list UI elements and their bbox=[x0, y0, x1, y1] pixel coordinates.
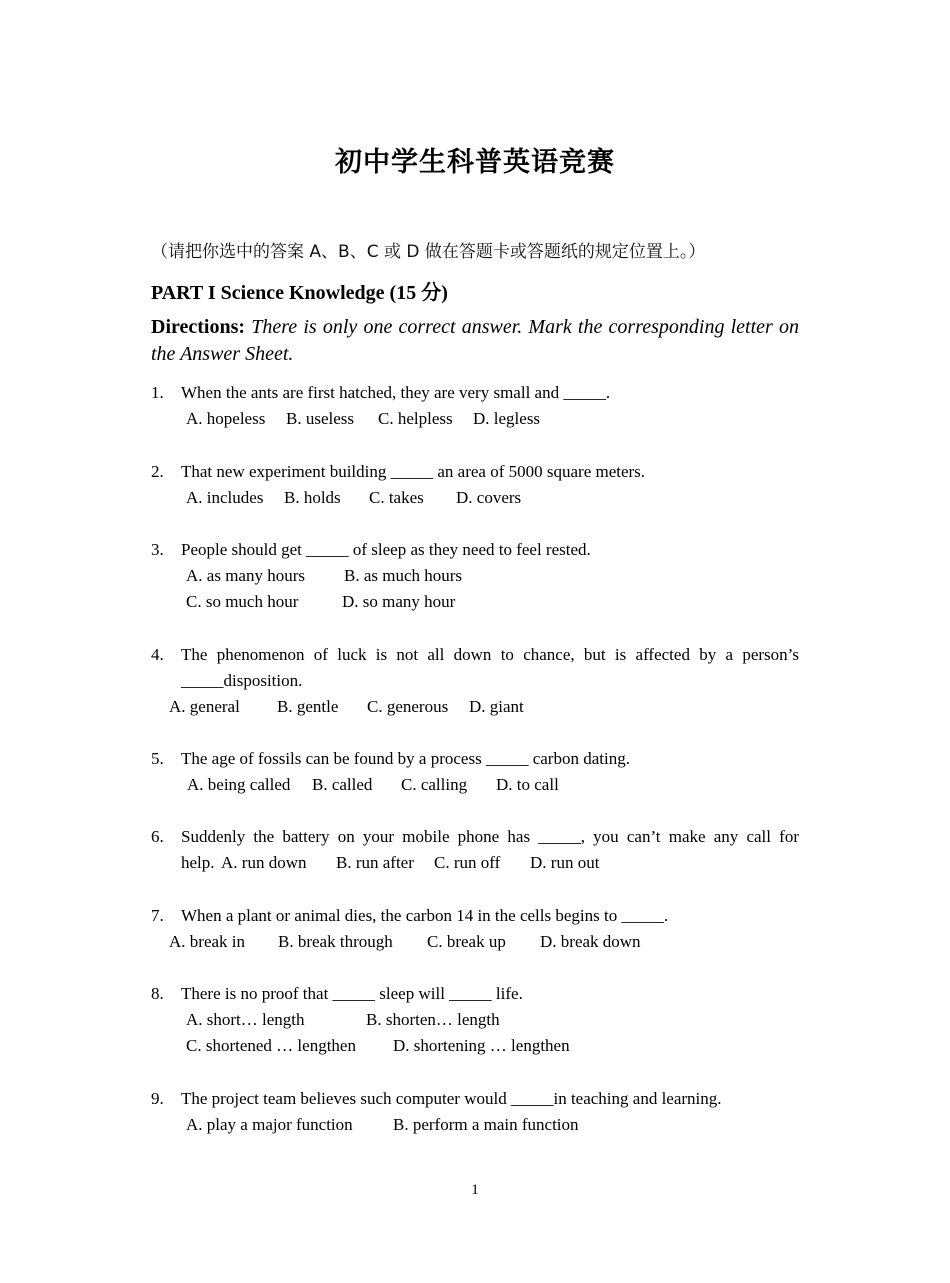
option: B. useless bbox=[286, 409, 354, 428]
option: B. break through bbox=[278, 932, 393, 951]
option: C. takes bbox=[369, 488, 424, 507]
option: A. break in bbox=[169, 932, 246, 951]
option: C. break up bbox=[427, 932, 506, 951]
question-text: The age of fossils can be found by a process _____ carbon dating. bbox=[181, 749, 630, 768]
option: B. holds bbox=[284, 488, 341, 507]
option: D. giant bbox=[469, 697, 524, 716]
directions bbox=[151, 314, 799, 368]
page-number: 1 bbox=[471, 1182, 479, 1198]
option: A. general bbox=[169, 697, 240, 716]
question-text: Suddenly the battery on your mobile phone has _____, you can’t make any call for bbox=[181, 827, 799, 846]
question-text: There is no proof that _____ sleep will _____ life. bbox=[181, 984, 523, 1003]
question-text-continued: help. bbox=[181, 853, 215, 872]
question-number: 5. bbox=[151, 749, 164, 768]
option: B. called bbox=[312, 775, 373, 794]
directions-text: There is only one correct answer. Mark the corresponding letter on the Answer Sheet. bbox=[151, 316, 800, 365]
question-number: 2. bbox=[151, 462, 164, 481]
question-text: When the ants are first hatched, they are very small and _____. bbox=[181, 383, 611, 402]
question-text: That new experiment building _____ an area of 5000 square meters. bbox=[181, 462, 646, 481]
option: B. shorten… length bbox=[366, 1010, 500, 1029]
option: A. as many hours bbox=[186, 566, 305, 585]
part-title: PART I Science Knowledge (15 分) bbox=[151, 282, 448, 304]
question-number: 8. bbox=[151, 984, 164, 1003]
option: C. run off bbox=[434, 853, 501, 872]
option: A. includes bbox=[186, 488, 264, 507]
document-title: 初中学生科普英语竞赛 bbox=[335, 147, 615, 178]
question-number: 6. bbox=[151, 827, 164, 846]
option: C. shortened … lengthen bbox=[186, 1036, 356, 1055]
option: D. so many hour bbox=[342, 592, 456, 611]
question-number: 9. bbox=[151, 1089, 164, 1108]
option: C. so much hour bbox=[186, 592, 299, 611]
option: C. helpless bbox=[378, 409, 453, 428]
option: D. shortening … lengthen bbox=[393, 1036, 570, 1055]
option: A. run down bbox=[221, 853, 307, 872]
option: A. short… length bbox=[186, 1010, 305, 1029]
question-number: 3. bbox=[151, 540, 164, 559]
question-number: 7. bbox=[151, 906, 164, 925]
option: C. calling bbox=[401, 775, 468, 794]
question-text: People should get _____ of sleep as they need to feel rested. bbox=[181, 540, 591, 559]
question-number: 4. bbox=[151, 645, 164, 664]
directions-label: Directions: bbox=[151, 316, 246, 338]
option: D. legless bbox=[473, 409, 541, 428]
answer-instruction: （请把你选中的答案 A、B、C 或 D 做在答题卡或答题纸的规定位置上。） bbox=[151, 242, 706, 262]
option: D. to call bbox=[496, 775, 559, 794]
option: B. as much hours bbox=[344, 566, 463, 585]
option: D. run out bbox=[530, 853, 600, 872]
option: C. generous bbox=[367, 697, 449, 716]
option: B. gentle bbox=[277, 697, 339, 716]
option: A. play a major function bbox=[186, 1115, 353, 1134]
question-text: The phenomenon of luck is not all down to chance, but is affected by a person’s bbox=[181, 645, 799, 664]
question-text: When a plant or animal dies, the carbon 14 in the cells begins to _____. bbox=[181, 906, 669, 925]
question-text-continued: _____disposition. bbox=[181, 671, 303, 690]
option: A. hopeless bbox=[186, 409, 266, 428]
question-text: The project team believes such computer would _____in teaching and learning. bbox=[181, 1089, 722, 1108]
option: D. covers bbox=[456, 488, 522, 507]
option: B. perform a main function bbox=[393, 1115, 579, 1134]
question-number: 1. bbox=[151, 383, 164, 402]
option: B. run after bbox=[336, 853, 414, 872]
option: D. break down bbox=[540, 932, 641, 951]
option: A. being called bbox=[187, 775, 291, 794]
